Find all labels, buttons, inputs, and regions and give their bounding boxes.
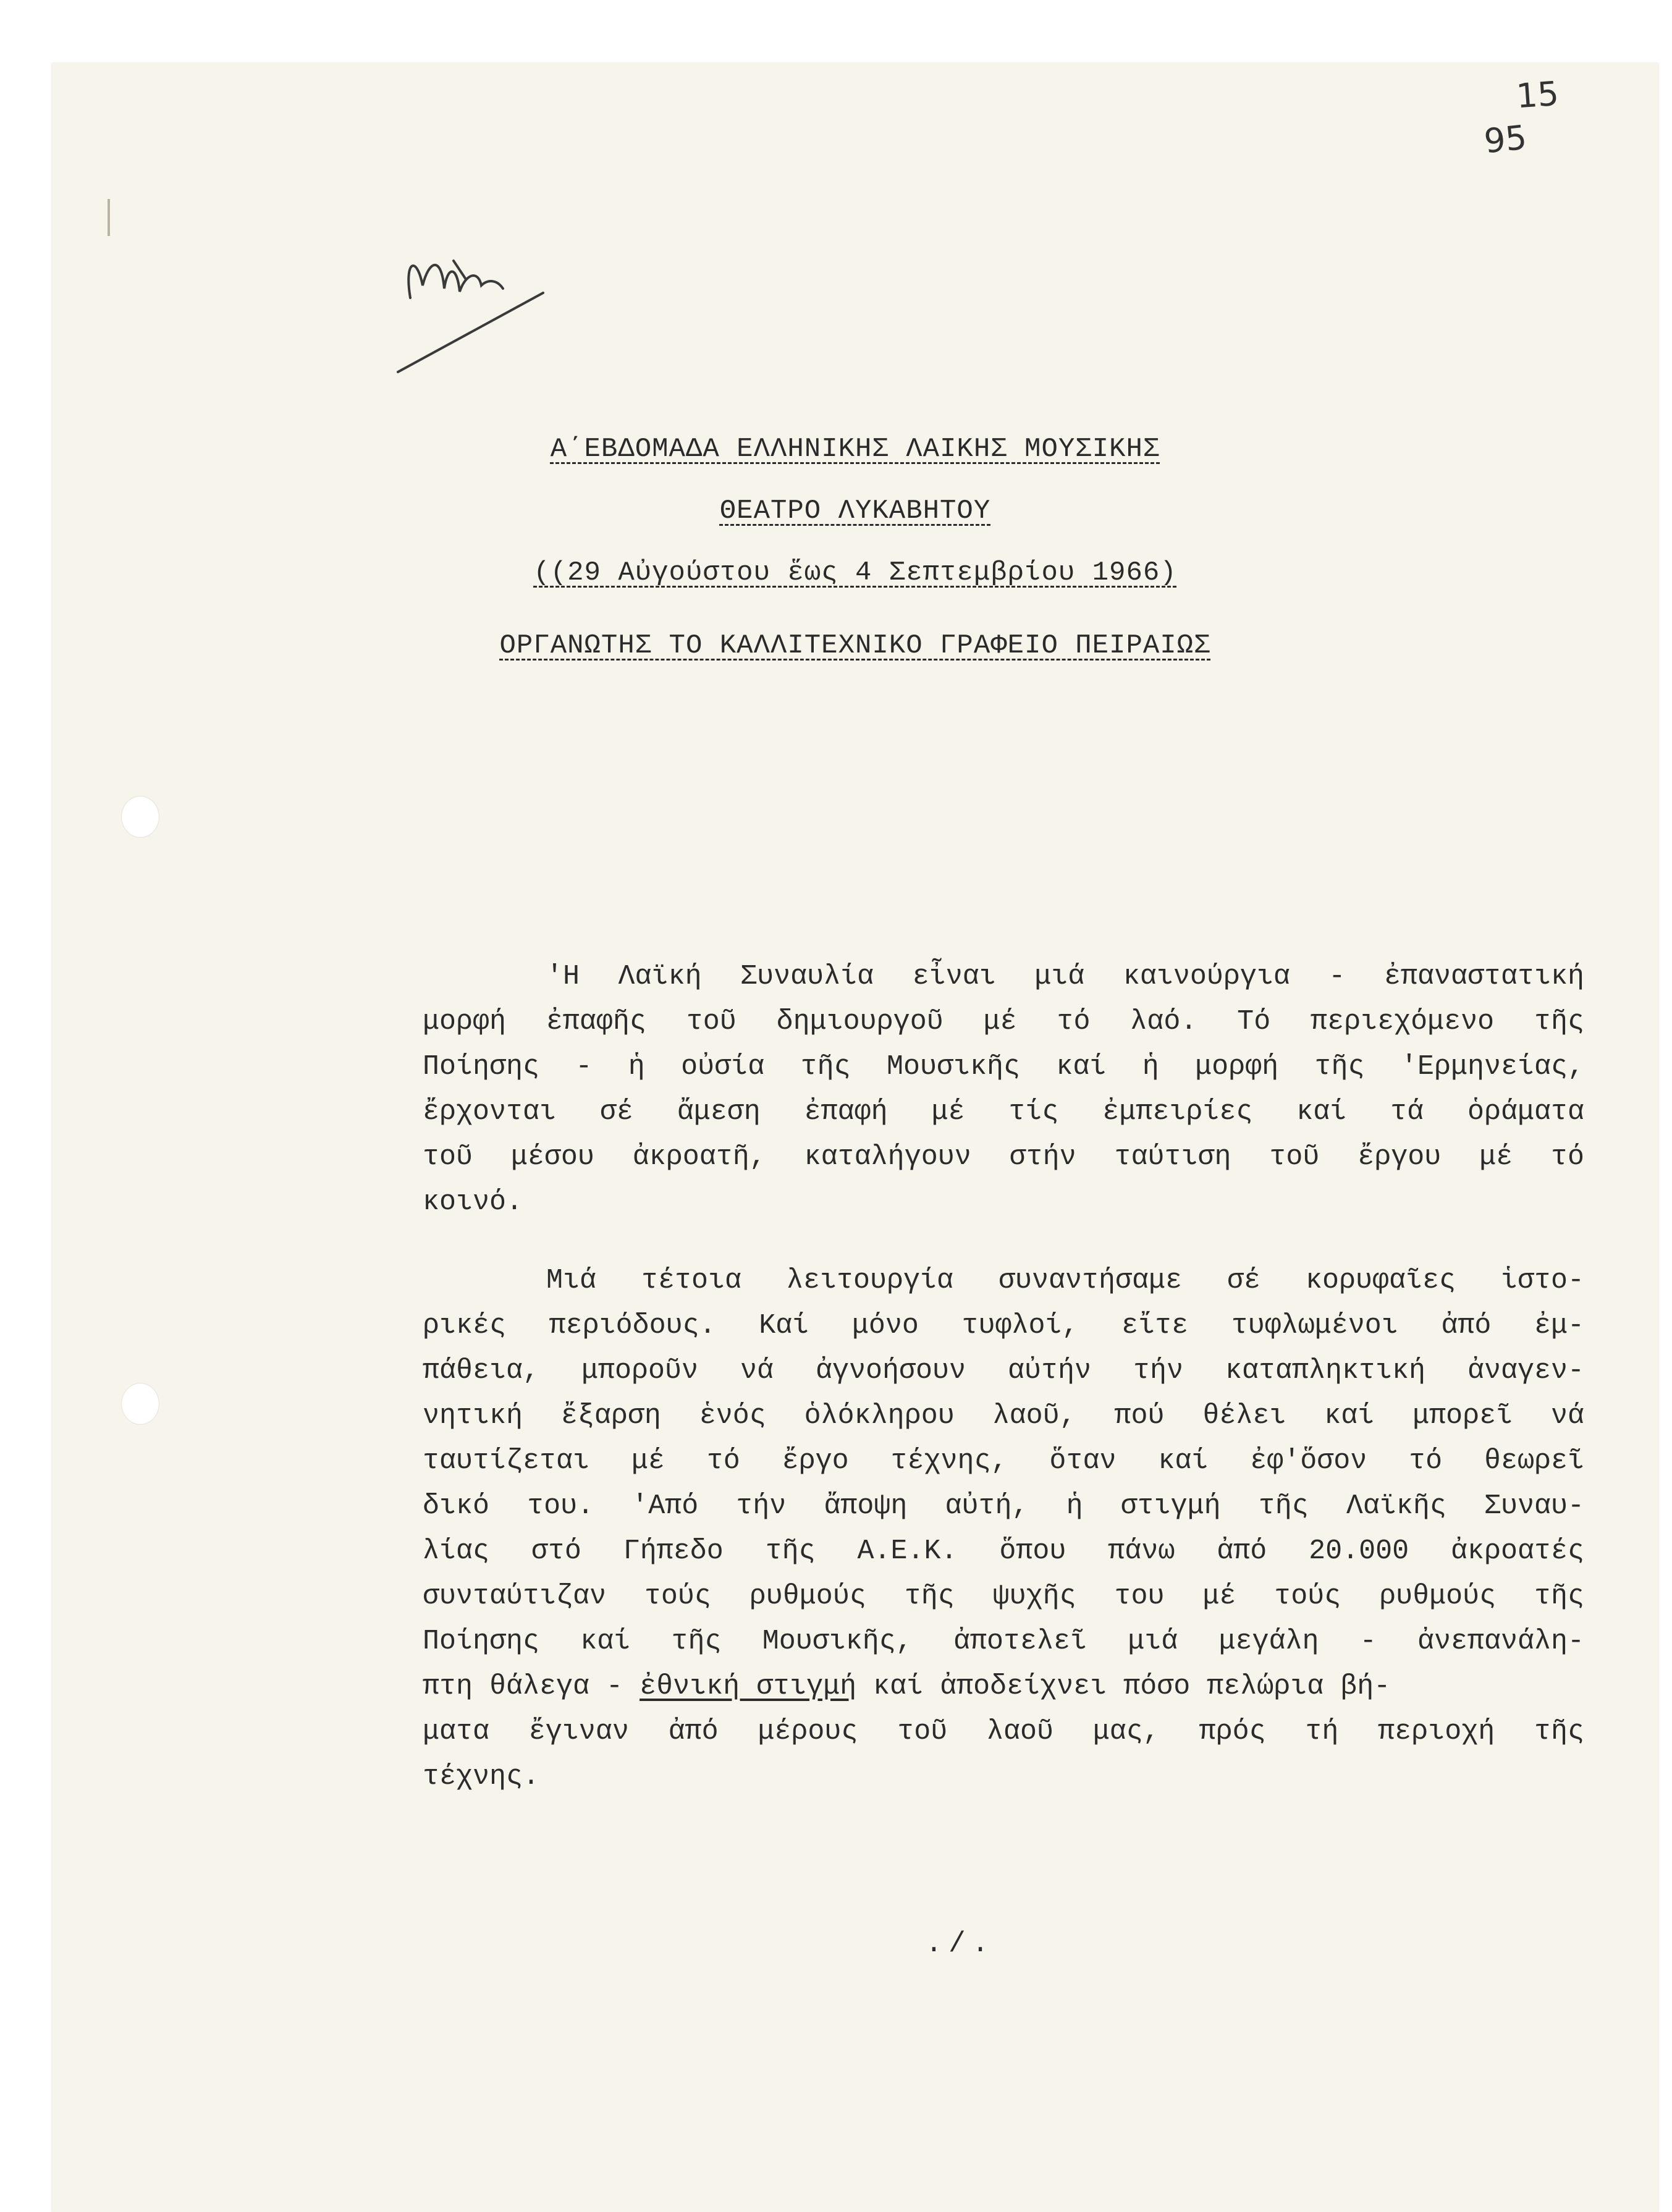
paragraph-1-line: τοῦ μέσου ἀκροατῆ, καταλήγουν στήν ταύτιση τοῦ ἔργου μέ τό (423, 1141, 1584, 1173)
header-organizer: ΟΡΓΑΝΩΤΗΣ ΤΟ ΚΑΛΛΙΤΕΧΝΙΚΟ ΓΡΑΦΕΙΟ ΠΕΙΡΑΙΩΣ (499, 630, 1211, 661)
punch-hole-lower (121, 1383, 159, 1425)
paragraph-2-line: ρικές περιόδους. Καί μόνο τυφλοί, εἴτε τυφλωμένοι ἀπό ἐμ- (423, 1310, 1584, 1341)
paragraph-2-line: ματα ἔγιναν ἀπό μέρους τοῦ λαοῦ μας, πρός τή περιοχή τῆς (423, 1716, 1584, 1747)
paragraph-2-line: Μιά τέτοια λειτουργία συναντήσαμε σέ κορυφαῖες ἱστο- (546, 1265, 1584, 1296)
paragraph-1-line: κοινό. (423, 1186, 523, 1218)
header-event-title: Α΄ΕΒΔΟΜΑΔΑ ΕΛΛΗΝΙΚΗΣ ΛΑΙΚΗΣ ΜΟΥΣΙΚΗΣ (550, 434, 1160, 465)
margin-mark (108, 199, 110, 236)
page-continuation-mark: ./. (925, 1928, 995, 1960)
underlined-phrase: ἐθνική στιγμή (640, 1671, 857, 1702)
paragraph-2-segment: καί ἀποδείχνει πόσο πελώρια βή- (856, 1671, 1391, 1702)
document-body (423, 954, 1584, 1799)
paragraph-2-line (423, 1664, 1584, 1709)
paragraph-2-segment: πτη θάλεγα - (423, 1671, 640, 1702)
paragraph-2-line: λίας στό Γήπεδο τῆς Α.Ε.Κ. ὅπου πάνω ἀπό 20.000 ἀκροατές (423, 1535, 1584, 1567)
paragraph-2-line: νητική ἔξαρση ἑνός ὁλόκληρου λαοῦ, πού θέλει καί μπορεῖ νά (423, 1400, 1584, 1432)
paragraph-1-line: ἔρχονται σέ ἄμεση ἐπαφή μέ τίς ἐμπειρίες καί τά ὁράματα (423, 1096, 1584, 1128)
paragraph-2-line: Ποίησης καί τῆς Μουσικῆς, ἀποτελεῖ μιά μεγάλη - ἀνεπανάλη- (423, 1626, 1584, 1657)
paragraph-2-line: ταυτίζεται μέ τό ἔργο τέχνης, ὅταν καί ἐφ'ὅσον τό θεωρεῖ (423, 1445, 1584, 1477)
punch-hole-upper (121, 796, 159, 838)
header-venue: ΘΕΑΤΡΟ ΛΥΚΑΒΗΤΟΥ (719, 496, 991, 526)
paragraph-2-line: συνταύτιζαν τούς ρυθμούς τῆς ψυχῆς του μέ τούς ρυθμούς τῆς (423, 1581, 1584, 1612)
handwritten-signature-mark (373, 187, 620, 390)
paragraph-2-line: δικό του. 'Από τήν ἄποψη αὐτή, ἡ στιγμή τῆς Λαϊκῆς Συναυ- (423, 1490, 1584, 1522)
handwritten-page-number-top: 15 (1514, 74, 1560, 116)
paragraph-1 (423, 954, 1584, 1225)
header-dates: ((29 Αὐγούστου ἕως 4 Σεπτεμβρίου 1966) (533, 557, 1177, 588)
handwritten-page-number-bottom: 95 (1482, 117, 1529, 161)
document-page (52, 63, 1658, 2212)
paragraph-1-line: Ποίησης - ἡ οὐσία τῆς Μουσικῆς καί ἡ μορφή τῆς 'Ερμηνείας, (423, 1051, 1584, 1083)
paragraph-2 (423, 1258, 1584, 1799)
paragraph-1-line: μορφή ἐπαφῆς τοῦ δημιουργοῦ μέ τό λαό. Τό περιεχόμενο τῆς (423, 1006, 1584, 1037)
paragraph-1-line: 'Η Λαϊκή Συναυλία εἶναι μιά καινούργια - ἐπαναστατική (546, 961, 1584, 992)
paragraph-2-line: πάθεια, μποροῦν νά ἀγνοήσουν αὐτήν τήν καταπληκτική ἀναγεν- (423, 1355, 1584, 1387)
paragraph-2-line: τέχνης. (423, 1761, 540, 1792)
